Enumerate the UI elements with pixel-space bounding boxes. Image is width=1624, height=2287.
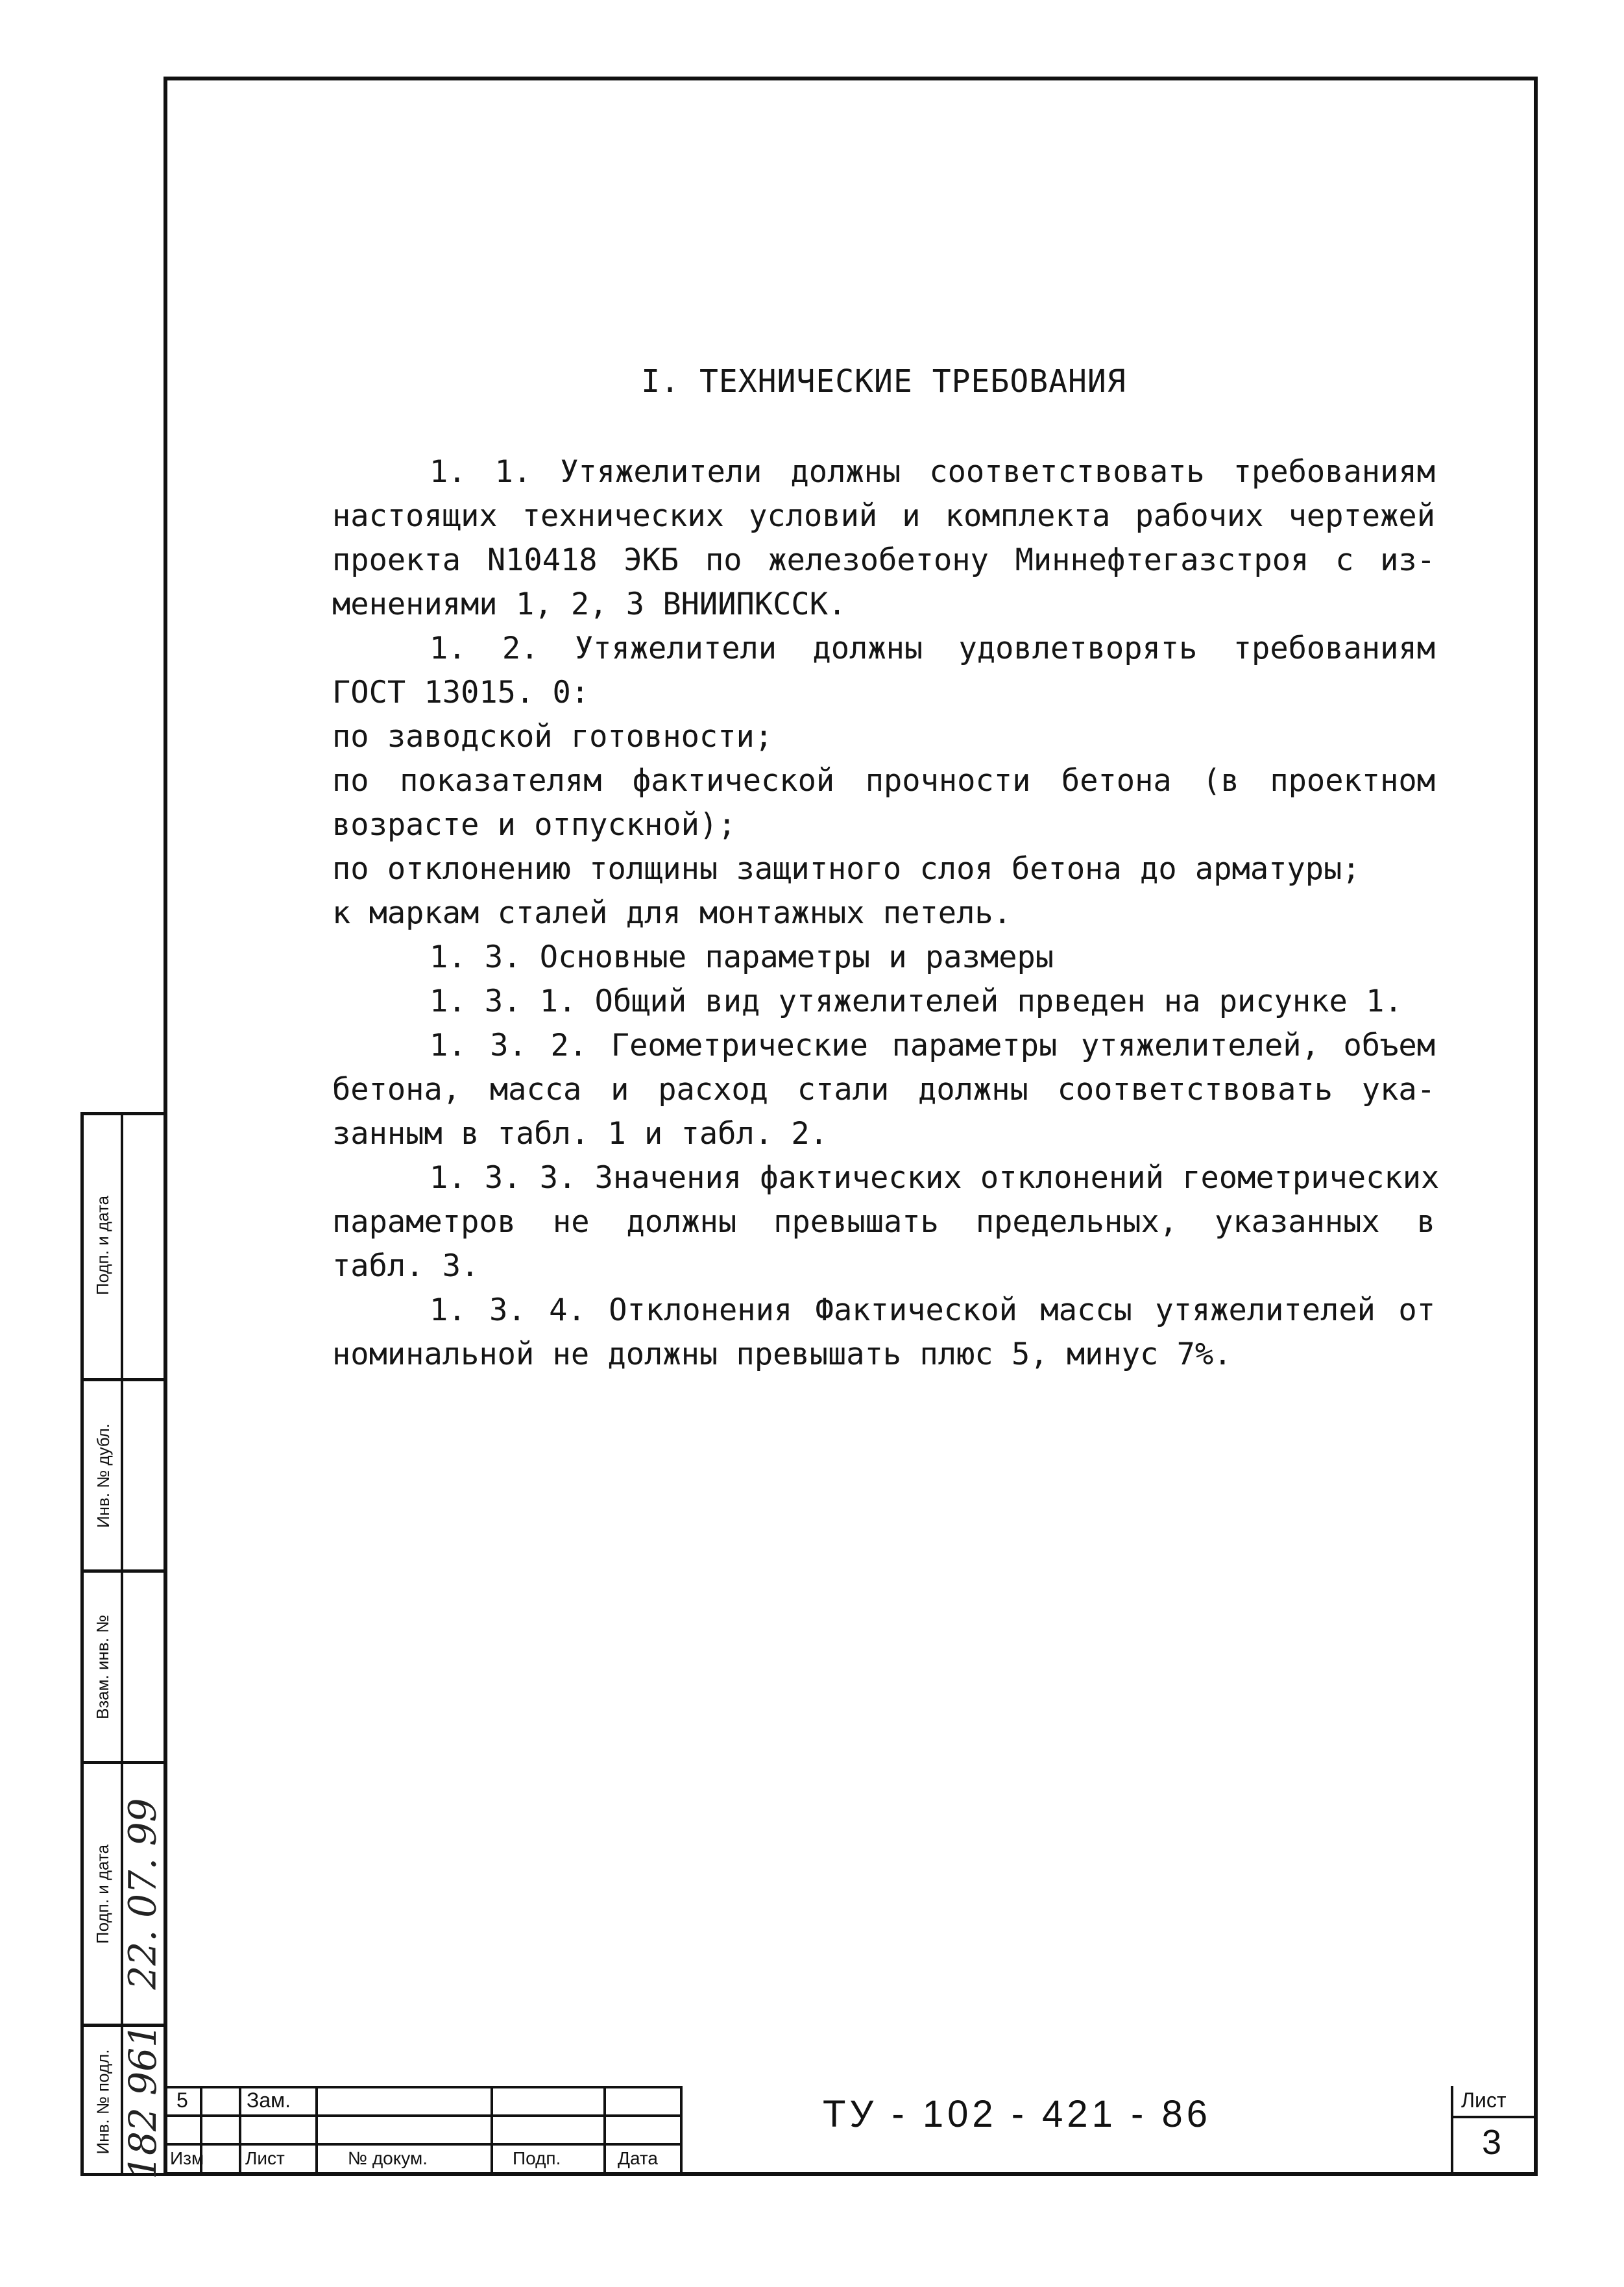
side-label-inv-podl: Инв. № подл. xyxy=(93,2049,113,2154)
tb-line xyxy=(680,2086,683,2172)
text-line-7: по заводской готовности; xyxy=(332,719,773,755)
text-line-14: 1. 3. 2. Геометрические параметры утяжелителей, объем xyxy=(430,1028,1435,1063)
text-line-2: настоящих технических условий и комплекта рабочих чертежей xyxy=(332,498,1435,534)
text-line-9: возрасте и отпускной); xyxy=(332,807,736,843)
text-line-1: 1. 1. Утяжелители должны соответствовать требованиям xyxy=(430,454,1435,490)
col-list-label: Лист xyxy=(245,2148,285,2168)
text-line-21: номинальной не должны превышать плюс 5, минус 7%. xyxy=(332,1337,1232,1372)
text-line-3: проекта N10418 ЭКБ по железобетону Миннефтегазстроя с из- xyxy=(332,542,1435,578)
col-doc-label: № докум. xyxy=(348,2148,428,2168)
side-stamp xyxy=(80,1112,165,2179)
text-line-4: менениями 1, 2, 3 ВНИИПКССК. xyxy=(332,587,847,622)
handwritten-date: 22. 07. 99 xyxy=(121,1798,165,1990)
side-label-podp-data-top: Подп. и дата xyxy=(93,1195,113,1295)
text-line-12: 1. 3. Основные параметры и размеры xyxy=(430,939,1054,975)
revision-number: 5 xyxy=(176,2088,188,2112)
text-line-15: бетона, масса и расход стали должны соответствовать ука- xyxy=(332,1072,1435,1107)
side-label-vzam-inv: Взам. инв. № xyxy=(93,1614,113,1719)
tb-line xyxy=(315,2086,318,2172)
sheet-number: 3 xyxy=(1482,2123,1502,2162)
col-podp-label: Подп. xyxy=(513,2148,561,2168)
tb-line xyxy=(239,2086,241,2172)
handwritten-inv-number: 182 961 xyxy=(121,2024,165,2179)
text-line-8: по показателям фактической прочности бетона (в проектном xyxy=(332,763,1435,799)
text-line-19: табл. 3. xyxy=(332,1248,479,1284)
text-line-18: параметров не должны превышать предельных, указанных в xyxy=(332,1204,1435,1240)
col-data-label: Дата xyxy=(618,2148,659,2168)
section-title: I. ТЕХНИЧЕСКИЕ ТРЕБОВАНИЯ xyxy=(641,363,1126,400)
text-line-20: 1. 3. 4. Отклонения Фактической массы утяжелителей от xyxy=(430,1292,1435,1328)
text-line-16: занным в табл. 1 и табл. 2. xyxy=(332,1116,829,1152)
side-label-podp-data: Подп. и дата xyxy=(93,1844,113,1944)
text-line-13: 1. 3. 1. Общий вид утяжелителей прведен на рисунке 1. xyxy=(430,984,1403,1019)
sheet-label: Лист xyxy=(1461,2088,1507,2112)
title-block xyxy=(167,2086,1534,2172)
col-izm-label: Изм xyxy=(170,2148,204,2168)
text-line-17: 1. 3. 3. Значения фактических отклонений геометрических xyxy=(430,1160,1440,1196)
text-line-11: к маркам сталей для монтажных петель. xyxy=(332,895,1012,931)
text-line-5: 1. 2. Утяжелители должны удовлетворять требованиям xyxy=(430,631,1435,666)
side-label-inv-dubl: Инв. № дубл. xyxy=(93,1423,113,1528)
tb-line xyxy=(603,2086,606,2172)
document-code: ТУ - 102 - 421 - 86 xyxy=(823,2093,1211,2135)
revision-note: Зам. xyxy=(247,2088,291,2112)
text-line-6: ГОСТ 13015. 0: xyxy=(332,675,590,710)
side-stamp-divider xyxy=(121,1115,123,2176)
text-line-10: по отклонению толщины защитного слоя бетона до арматуры; xyxy=(332,851,1361,887)
tb-line xyxy=(491,2086,493,2172)
